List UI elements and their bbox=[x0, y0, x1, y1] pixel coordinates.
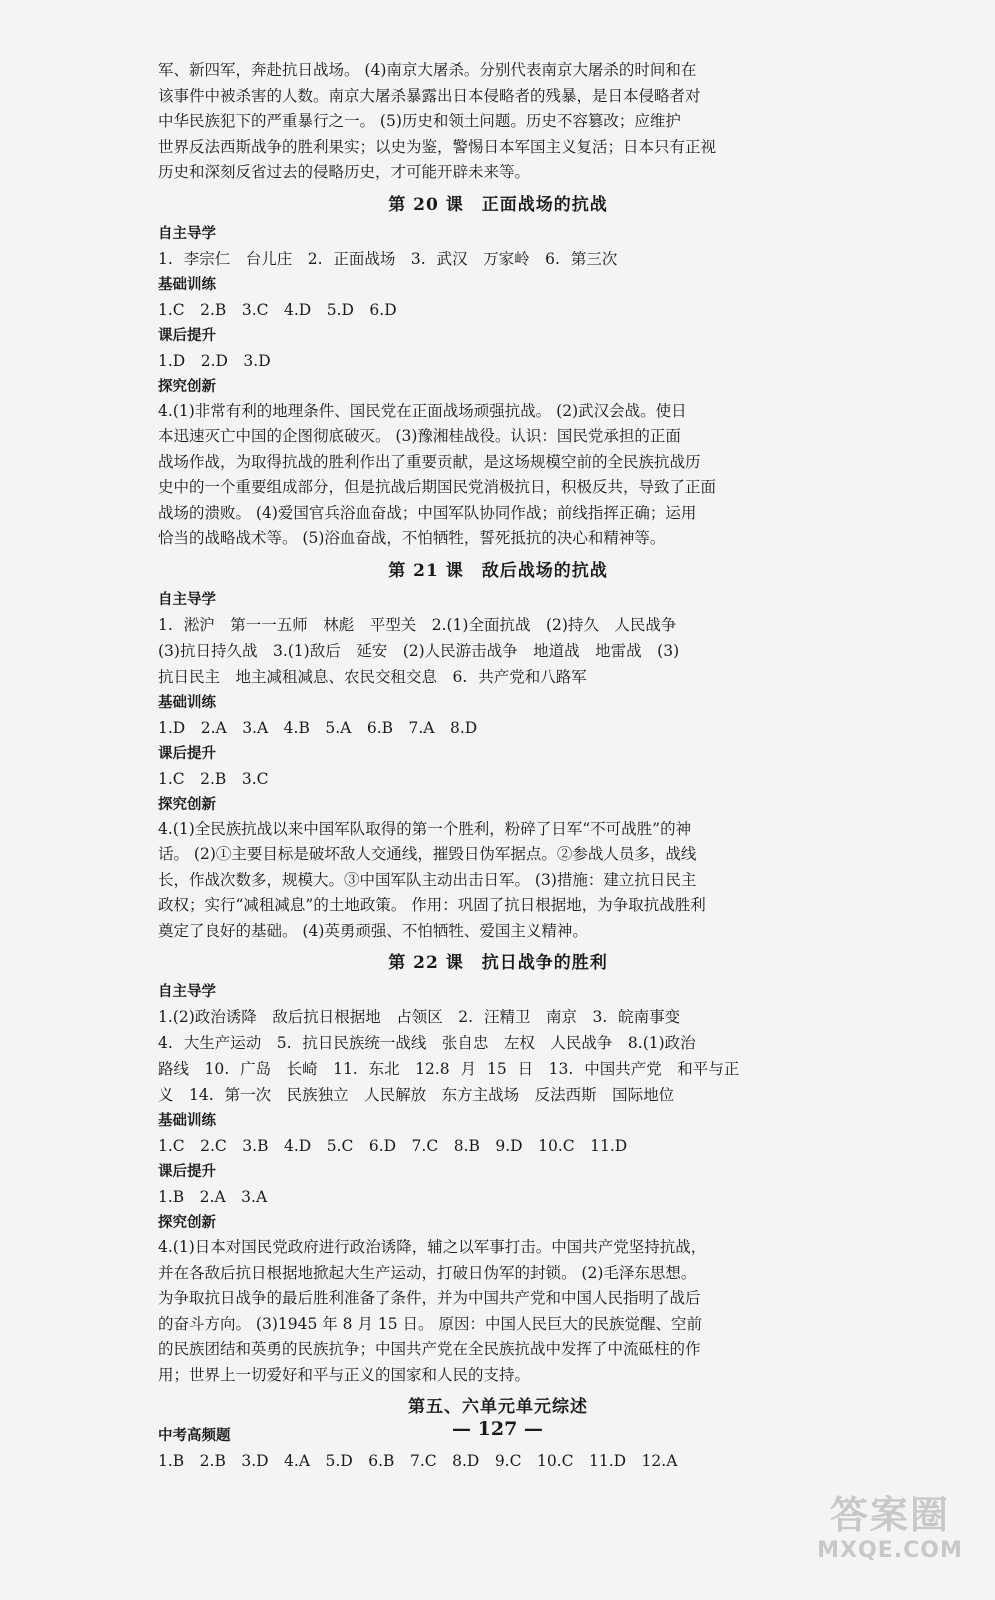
text-line: 奠定了良好的基础。 (4)英勇顽强、不怕牺牲、爱国主义精神。 bbox=[158, 921, 588, 940]
text-line: 战场的溃败。 (4)爱国官兵浴血奋战；中国军队协同作战；前线指挥正确；运用 bbox=[158, 503, 697, 522]
text-line: 中华民族犯下的严重暴行之一。 (5)历史和领土问题。历史不容篡改；应维护 bbox=[158, 112, 681, 130]
lesson-20 bbox=[158, 192, 838, 552]
section-heading: 探究创新 bbox=[158, 796, 216, 813]
text-line: 为争取抗日战争的最后胜利准备了条件，并为中国共产党和中国人民指明了战后 bbox=[158, 1289, 701, 1307]
answer-line: 1.C 2.B 3.C bbox=[158, 769, 269, 788]
answer-line: 路线 10. 广岛 长崎 11. 东北 12.8 月 15 日 13. 中国共产党 和平与正 bbox=[158, 1060, 740, 1078]
lesson-22 bbox=[158, 950, 838, 1388]
section-heading: 中考高频题 bbox=[158, 1428, 231, 1444]
lesson-21 bbox=[158, 558, 838, 945]
text-line: 历史和深刻反省过去的侵略历史，才可能开辟未来等。 bbox=[158, 163, 531, 181]
answer-page bbox=[158, 58, 838, 1474]
text-line: 战场作战，为取得抗战的胜利作出了重要贡献，是这场规模空前的全民族抗战历 bbox=[158, 452, 701, 471]
text-line: 本迅速灭亡中国的企图彻底破灭。 (3)豫湘桂战役。认识：国民党承担的正面 bbox=[158, 427, 681, 445]
text-line: 4.(1)非常有利的地理条件、国民党在正面战场顽强抗战。 (2)武汉会战。使日 bbox=[158, 401, 687, 420]
watermark-url: MXQE.COM bbox=[817, 1538, 963, 1563]
text-line: 恰当的战略战术等。 (5)浴血奋战，不怕牺牲，誓死抵抗的决心和精神等。 bbox=[158, 529, 666, 547]
lesson-title: 第五、六单元单元综述 bbox=[408, 1397, 588, 1417]
section-heading: 课后提升 bbox=[158, 1164, 216, 1180]
text-line: 长，作战次数多，规模大。③中国军队主动出击日军。 (3)措施：建立抗日民主 bbox=[158, 870, 697, 889]
lesson-title: 第 22 课 抗日战争的胜利 bbox=[388, 953, 608, 973]
section-heading: 基础训练 bbox=[158, 694, 216, 711]
text-line: 该事件中被杀害的人数。南京大屠杀暴露出日本侵略者的残暴，是日本侵略者对 bbox=[158, 86, 701, 105]
answer-line: 4. 大生产运动 5. 抗日民族统一战线 张自忠 左权 人民战争 8.(1)政治 bbox=[158, 1034, 696, 1052]
answer-line: 1.D 2.D 3.D bbox=[158, 351, 271, 370]
section-heading: 自主导学 bbox=[158, 225, 216, 242]
section-heading: 基础训练 bbox=[158, 1113, 216, 1129]
text-line: 的民族团结和英勇的民族抗争；中国共产党在全民族抗战中发挥了中流砥柱的作 bbox=[158, 1340, 701, 1358]
answer-line: (3)抗日持久战 3.(1)敌后 延安 (2)人民游击战争 地道战 地雷战 (3) bbox=[158, 641, 680, 660]
page-number: — 127 — bbox=[452, 1418, 543, 1440]
text-line: 4.(1)全民族抗战以来中国军队取得的第一个胜利，粉碎了日军“不可战胜”的神 bbox=[158, 819, 692, 838]
answer-line: 1.(2)政治诱降 敌后抗日根据地 占领区 2. 汪精卫 南京 3. 皖南事变 bbox=[158, 1008, 681, 1026]
section-heading: 自主导学 bbox=[158, 984, 216, 1000]
intro-paragraph bbox=[158, 58, 838, 186]
section-heading: 自主导学 bbox=[158, 591, 216, 608]
answer-line: 1.B 2.A 3.A bbox=[158, 1188, 268, 1206]
text-line: 话。 (2)①主要目标是破坏敌人交通线，摧毁日伪军据点。②参战人员多，战线 bbox=[158, 845, 697, 863]
text-line: 军、新四军，奔赴抗日战场。 (4)南京大屠杀。分别代表南京大屠杀的时间和在 bbox=[158, 61, 697, 79]
answer-line: 抗日民主 地主减租减息、农民交租交息 6. 共产党和八路军 bbox=[158, 667, 587, 686]
answer-line: 1. 李宗仁 台儿庄 2. 正面战场 3. 武汉 万家岭 6. 第三次 bbox=[158, 249, 618, 268]
text-line: 史中的一个重要组成部分，但是抗战后期国民党消极抗日，积极反共，导致了正面 bbox=[158, 478, 717, 496]
lesson-title: 第 21 课 敌后战场的抗战 bbox=[388, 560, 608, 581]
answer-line: 1.B 2.B 3.D 4.A 5.D 6.B 7.C 8.D 9.C 10.C 11.D 12.A bbox=[158, 1452, 678, 1470]
answer-line: 1. 淞沪 第一一五师 林彪 平型关 2.(1)全面抗战 (2)持久 人民战争 bbox=[158, 615, 677, 634]
answer-line: 1.D 2.A 3.A 4.B 5.A 6.B 7.A 8.D bbox=[158, 718, 478, 737]
section-heading: 探究创新 bbox=[158, 378, 216, 395]
answer-line: 义 14. 第一次 民族独立 人民解放 东方主战场 反法西斯 国际地位 bbox=[158, 1086, 675, 1104]
watermark-logo bbox=[815, 1492, 965, 1578]
text-line: 世界反法西斯战争的胜利果实；以史为鉴，警惕日本军国主义复活；日本只有正视 bbox=[158, 137, 717, 156]
text-line: 4.(1)日本对国民党政府进行政治诱降，辅之以军事打击。中国共产党坚持抗战， bbox=[158, 1238, 707, 1256]
text-line: 用；世界上一切爱好和平与正义的国家和人民的支持。 bbox=[158, 1365, 531, 1384]
section-heading: 课后提升 bbox=[158, 745, 216, 762]
section-heading: 课后提升 bbox=[158, 327, 216, 344]
section-heading: 基础训练 bbox=[158, 276, 216, 293]
section-heading: 探究创新 bbox=[158, 1215, 216, 1231]
text-line: 政权；实行“减租减息”的土地政策。 作用：巩固了抗日根据地，为争取抗战胜利 bbox=[158, 896, 706, 914]
lesson-title: 第 20 课 正面战场的抗战 bbox=[388, 194, 608, 215]
watermark-text: 答案圈 bbox=[829, 1493, 950, 1537]
answer-line: 1.C 2.C 3.B 4.D 5.C 6.D 7.C 8.B 9.D 10.C 11.D bbox=[158, 1137, 628, 1155]
text-line: 并在各敌后抗日根据地掀起大生产运动，打破日伪军的封锁。 (2)毛泽东思想。 bbox=[158, 1263, 697, 1282]
answer-line: 1.C 2.B 3.C 4.D 5.D 6.D bbox=[158, 300, 397, 319]
text-line: 的奋斗方向。 (3)1945 年 8 月 15 日。 原因：中国人民巨大的民族觉醒、空前 bbox=[158, 1314, 702, 1333]
